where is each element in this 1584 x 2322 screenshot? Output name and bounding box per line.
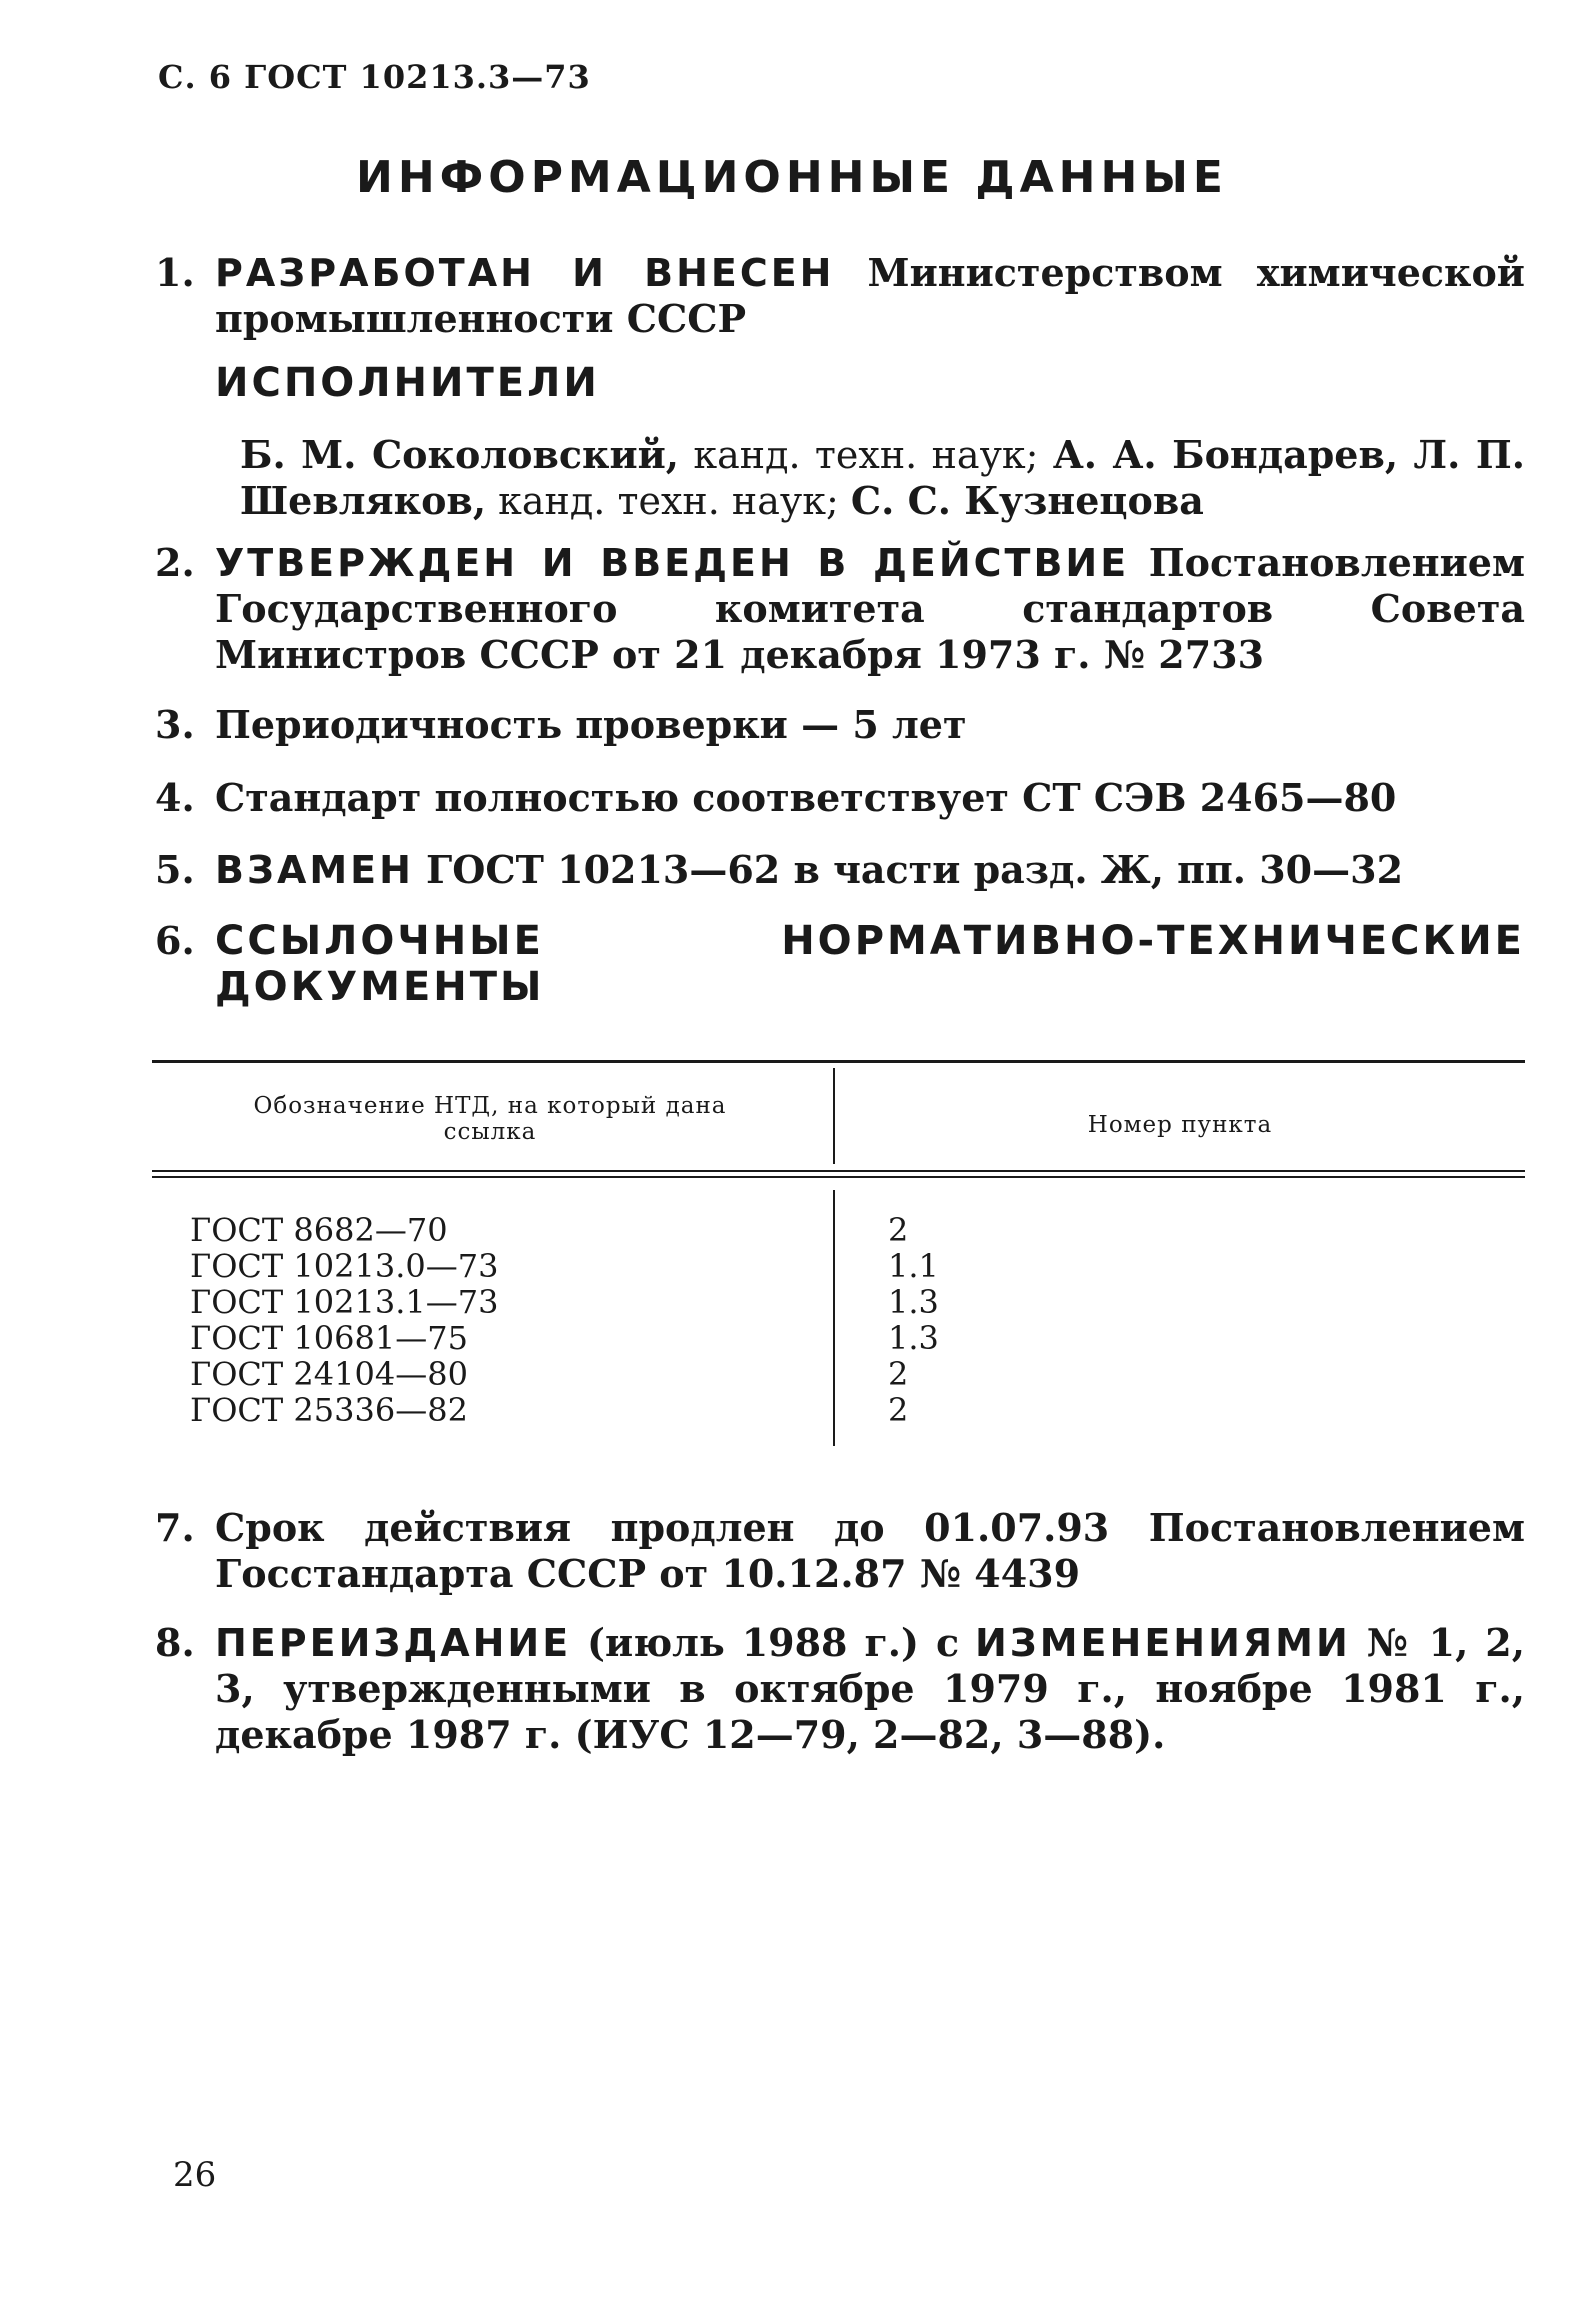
item-8-text-2: № 1, 2, 3, утвержденными в октябре 1979 г., ноябре 1981 г., декабре 1987 г. (ИУС 12—79, 2—82, 3—88).: [215, 1620, 1525, 1757]
table-cell-clause: 1.3: [888, 1283, 939, 1321]
table-cell-clause: 1.1: [888, 1247, 939, 1285]
item-2-number: 2.: [155, 540, 195, 585]
item-2-lead: УТВЕРЖДЕН И ВВЕДЕН В ДЕЙСТВИЕ: [215, 541, 1130, 585]
item-8-text: (июль 1988 г.) с: [587, 1620, 960, 1665]
item-4-text: Стандарт полностью соответствует СТ СЭВ 2465—80: [215, 775, 1397, 820]
executor-name: С. С. Кузнецова: [850, 478, 1204, 523]
item-7-number: 7.: [155, 1505, 195, 1550]
item-1-number: 1.: [155, 250, 195, 295]
item-5-number: 5.: [155, 847, 195, 892]
item-6-number: 6.: [155, 918, 195, 963]
table-header-clause: Номер пункта: [1087, 1112, 1273, 1138]
item-8-lead-2: ИЗМЕНЕНИЯМИ: [974, 1621, 1351, 1665]
item-3-number: 3.: [155, 702, 195, 747]
item-4-number: 4.: [155, 775, 195, 820]
table-cell-doc: ГОСТ 8682—70: [190, 1211, 448, 1249]
table-cell-clause: 2: [888, 1391, 909, 1429]
executors-list: [240, 432, 1525, 524]
item-6-lead: ССЫЛОЧНЫЕ НОРМАТИВНО-ТЕХНИЧЕСКИЕ ДОКУМЕНТЫ: [215, 918, 1525, 1010]
item-3-text: Периодичность проверки — 5 лет: [215, 702, 967, 747]
executors-heading: ИСПОЛНИТЕЛИ: [215, 360, 600, 406]
item-5: [155, 847, 1525, 893]
table-cell-clause: 1.3: [888, 1319, 939, 1357]
page-number: 26: [173, 2155, 217, 2195]
table-cell-doc: ГОСТ 10213.0—73: [190, 1247, 499, 1285]
executor-name: А. А. Бондарев, Л. П. Шевляков,: [240, 432, 1525, 523]
item-6: [155, 918, 1525, 1010]
table-header-designation: Обозначение НТД, на который дана ссылка: [253, 1093, 727, 1145]
table-cell-clause: 2: [888, 1355, 909, 1393]
executor-degree: канд. техн. наук;: [498, 479, 839, 523]
item-8-lead: ПЕРЕИЗДАНИЕ: [215, 1621, 572, 1665]
table-cell-clause: 2: [888, 1211, 909, 1249]
item-1-text: Министерством химической промышленности СССР: [215, 250, 1525, 341]
item-5-text: ГОСТ 10213—62 в части разд. Ж, пп. 30—32: [426, 847, 1404, 892]
table-cell-doc: ГОСТ 24104—80: [190, 1355, 468, 1393]
item-4: [155, 775, 1525, 821]
item-8: [155, 1620, 1525, 1758]
table-cell-doc: ГОСТ 10681—75: [190, 1319, 468, 1357]
item-8-number: 8.: [155, 1620, 195, 1665]
item-2: [155, 540, 1525, 678]
item-7: [155, 1505, 1525, 1597]
item-2-text: Постановлением Государственного комитета стандартов Совета Министров СССР от 21 декабря 1973 г. № 2733: [215, 540, 1525, 677]
executor-name: Б. М. Соколовский,: [240, 432, 680, 477]
executor-degree: канд. техн. наук;: [693, 433, 1039, 477]
item-3: [155, 702, 1525, 748]
table-cell-doc: ГОСТ 25336—82: [190, 1391, 468, 1429]
item-1: [155, 250, 1525, 342]
page-title: ИНФОРМАЦИОННЫЕ ДАННЫЕ: [356, 152, 1228, 203]
item-7-text: Срок действия продлен до 01.07.93 Постановлением Госстандарта СССР от 10.12.87 № 4439: [215, 1505, 1525, 1596]
page-header: С. 6 ГОСТ 10213.3—73: [158, 58, 591, 96]
item-5-lead: ВЗАМЕН: [215, 848, 414, 892]
item-1-lead: РАЗРАБОТАН И ВНЕСЕН: [215, 251, 835, 295]
table-cell-doc: ГОСТ 10213.1—73: [190, 1283, 499, 1321]
